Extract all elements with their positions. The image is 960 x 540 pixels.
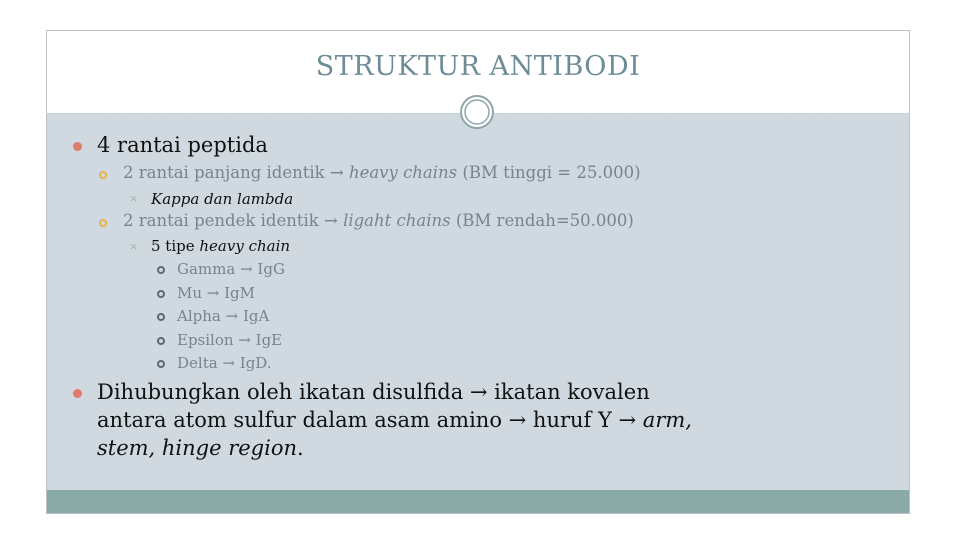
bullet-disulfide-line1: Dihubungkan oleh ikatan disulfida → ikatan kovalen	[97, 380, 650, 404]
slide	[46, 30, 910, 514]
sub-bullet-icon	[99, 219, 107, 227]
x-bullet-icon: ×	[129, 192, 139, 205]
o-bullet-icon	[157, 290, 165, 298]
bullet-icon	[73, 142, 82, 151]
o-bullet-icon	[157, 360, 165, 368]
slide-title: STRUKTUR ANTIBODI	[315, 51, 641, 82]
o-bullet-icon	[157, 337, 165, 345]
bottom-band	[47, 490, 909, 513]
sub-item-light-chains: 2 rantai pendek identik → ligaht chains (BM rendah=50.000)	[123, 211, 634, 230]
type-item: Mu → IgM	[177, 284, 256, 302]
type-item: Epsilon → IgE	[177, 331, 283, 349]
sub-sub-item-kappa: Kappa dan lambda	[151, 190, 294, 208]
circle-ornament-icon	[455, 94, 499, 130]
o-bullet-icon	[157, 313, 165, 321]
x-bullet-icon: ×	[129, 240, 139, 253]
type-item: Gamma → IgG	[177, 260, 285, 278]
bullet-peptide-chains: 4 rantai peptida	[97, 133, 268, 157]
bullet-disulfide-line2: antara atom sulfur dalam asam amino → huruf Y → arm,	[97, 408, 692, 432]
bullet-disulfide-line3: stem, hinge region.	[97, 436, 304, 460]
sub-item-heavy-chains: 2 rantai panjang identik → heavy chains (BM tinggi = 25.000)	[123, 163, 641, 182]
sub-sub-item-five-types: 5 tipe heavy chain	[151, 237, 291, 255]
sub-bullet-icon	[99, 171, 107, 179]
bullet-icon	[73, 389, 82, 398]
type-item: Alpha → IgA	[177, 307, 270, 325]
type-item: Delta → IgD.	[177, 354, 272, 372]
o-bullet-icon	[157, 266, 165, 274]
